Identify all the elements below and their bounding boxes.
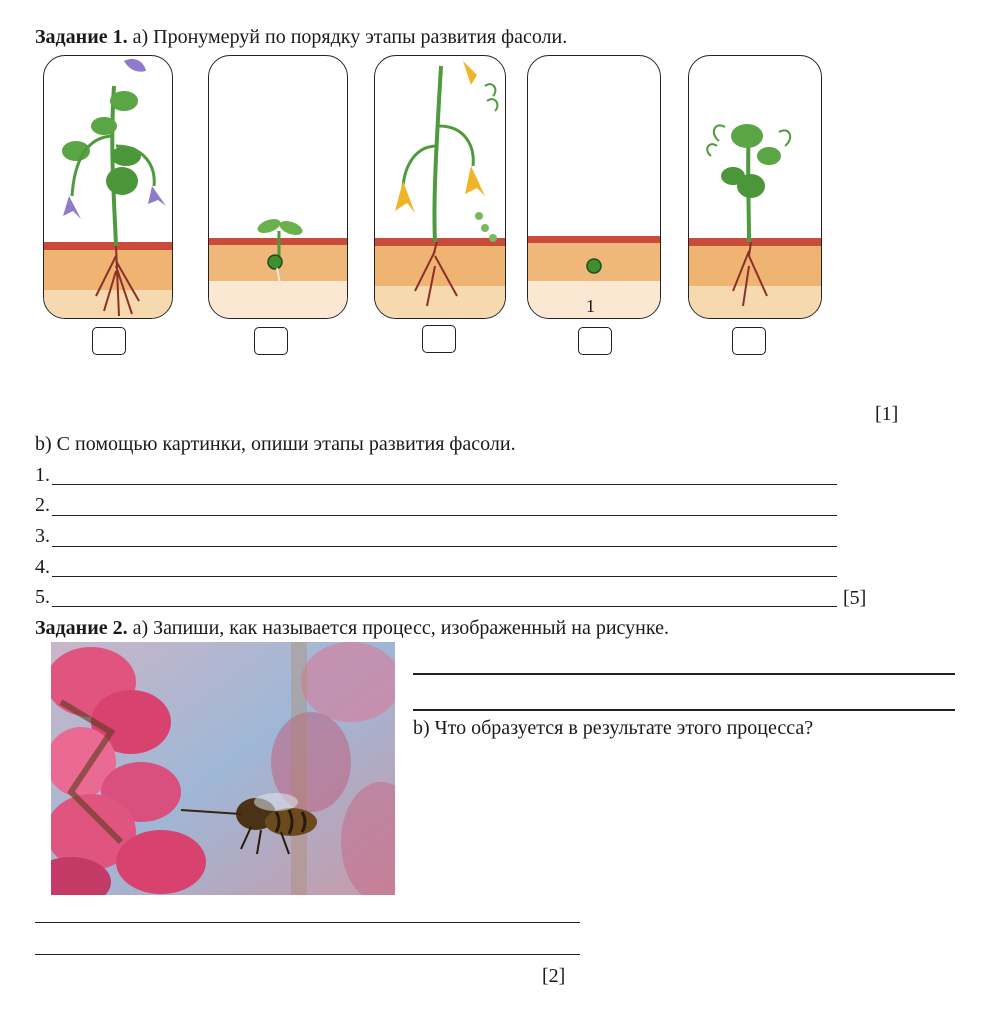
- answer-line-number-1: 1.: [35, 464, 50, 486]
- task1-part-b: b) С помощью картинки, опиши этапы развития фасоли.: [35, 433, 516, 455]
- task2-answer-line-3[interactable]: [35, 922, 580, 923]
- flowering-plant-illustration: [44, 56, 172, 318]
- score-task1b: [5]: [843, 587, 867, 609]
- bee-flower-illustration: [51, 642, 395, 895]
- seed-illustration: [528, 56, 660, 318]
- answer-line-number-2: 2.: [35, 494, 50, 516]
- score-task2: [2]: [542, 965, 566, 987]
- task1-title-bold: Задание 1.: [35, 26, 128, 48]
- stage-card-flowering: [43, 55, 173, 319]
- answer-line-number-3: 3.: [35, 525, 50, 547]
- answer-line-4[interactable]: [52, 576, 837, 577]
- answer-box-5[interactable]: [732, 327, 766, 355]
- task2-answer-line-4[interactable]: [35, 954, 580, 955]
- task2-heading: [35, 616, 669, 640]
- sprout-illustration: [209, 56, 347, 318]
- answer-line-3[interactable]: [52, 546, 837, 547]
- answer-line-number-5: 5.: [35, 586, 50, 608]
- stage-card-sprout: [208, 55, 348, 319]
- young-plant-illustration: [689, 56, 821, 318]
- answer-box-3[interactable]: [422, 325, 456, 353]
- stage-card-young-plant: [688, 55, 822, 319]
- stage-card-fruiting: [374, 55, 506, 319]
- task2-answer-line-1[interactable]: [413, 673, 955, 675]
- fruiting-plant-illustration: [375, 56, 505, 318]
- answer-line-number-4: 4.: [35, 556, 50, 578]
- task1-heading: [35, 25, 567, 49]
- answer-line-2[interactable]: [52, 515, 837, 516]
- task2-title-text: а) Запиши, как называется процесс, изображенный на рисунке.: [127, 617, 669, 639]
- task2-title-bold: Задание 2.: [35, 617, 128, 639]
- stage-card-seed: [527, 55, 661, 319]
- score-task1a: [1]: [875, 403, 899, 425]
- bee-pollination-photo: [51, 642, 395, 895]
- task1-title-text: а) Пронумеруй по порядку этапы развития фасоли.: [127, 26, 568, 48]
- answer-box-1[interactable]: [92, 327, 126, 355]
- answer-line-1[interactable]: [52, 484, 837, 485]
- seed-card-number: 1: [586, 296, 595, 316]
- answer-box-2[interactable]: [254, 327, 288, 355]
- task2-part-b: b) Что образуется в результате этого процесса?: [413, 717, 814, 739]
- answer-box-4[interactable]: [578, 327, 612, 355]
- task2-answer-line-2[interactable]: [413, 709, 955, 711]
- answer-line-5[interactable]: [52, 606, 837, 607]
